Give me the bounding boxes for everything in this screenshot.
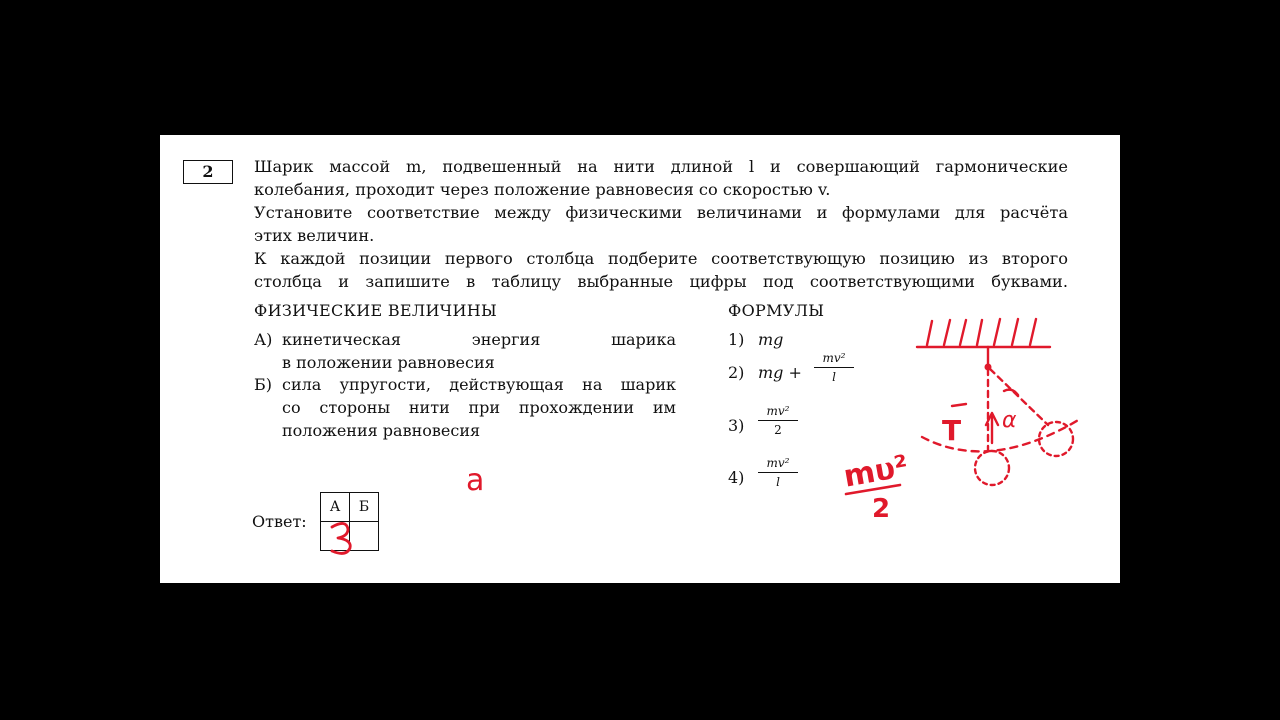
hatch-1 [927,321,932,345]
quantity-a-line-2: в положении равновесия [282,353,495,372]
task-line-1: Шарик массой m, подвешенный на нити длиной l и совершающий гармонические [254,157,1068,176]
thread-deflected [990,369,1048,425]
task-line-6: столбца и запишите в таблицу выбранные цифры под соответствующими буквами. [254,272,1068,291]
task-sheet [160,135,1120,583]
task-line-4: этих величин. [254,226,375,245]
handwritten-formula-numerator: mυ² [841,448,911,495]
formula-1-number: 1) [728,330,745,349]
pivot-dot [985,364,992,371]
vector-mark [952,404,966,406]
formula-2-numerator: mv² [822,351,846,365]
handwriting-layer [160,135,1120,583]
answer-header-a: А [321,493,350,522]
hatch-3 [960,320,966,345]
formula-2-number: 2) [728,363,745,382]
answer-label: Ответ: [252,512,307,531]
formula-3-numerator: mv² [766,404,790,418]
quantity-b-line-3: положения равновесия [282,421,481,440]
hatch-4 [977,320,982,345]
answer-header-b: Б [350,493,379,522]
quantities-header: ФИЗИЧЕСКИЕ ВЕЛИЧИНЫ [254,301,498,320]
tension-label: T [942,414,962,447]
formula-4-denominator: l [776,475,780,489]
hatch-7 [1030,319,1036,345]
angle-arc [1004,390,1018,395]
quantity-a-line-1: кинетическая энергия шарика [282,330,676,349]
answer-three-stroke [332,523,350,553]
handwritten-formula-denominator: 2 [872,494,891,524]
hatch-5 [994,319,1000,345]
quantity-b-line-2: со стороны нити при прохождении им [282,398,676,417]
hatch-2 [944,320,950,345]
formula-2-expr: mg + [758,363,802,382]
note-a: a [466,463,485,498]
formula-4-numerator: mv² [766,456,790,470]
quantity-b-line-1: сила упругости, действующая на шарик [282,375,676,394]
ball-deflected [1039,422,1073,456]
task-line-5: К каждой позиции первого столбца подберите соответствующую позицию из второго [254,249,1068,268]
formula-3-number: 3) [728,416,745,435]
formula-4-number: 4) [728,468,745,487]
task-line-3: Установите соответствие между физическими величинами и формулами для расчёта [254,203,1068,222]
quantity-b-label: Б) [254,375,272,394]
formula-1-expr: mg [758,330,784,349]
task-line-2: колебания, проходит через положение равновесия со скоростью v. [254,180,831,199]
formula-3-denominator: 2 [774,423,782,437]
ball-equilibrium [975,451,1009,485]
quantity-a-label: А) [254,330,273,349]
formulas-header: ФОРМУЛЫ [728,301,825,320]
hatch-6 [1012,319,1018,345]
formula-2-denominator: l [832,370,836,384]
angle-label: α [1002,408,1017,433]
task-number: 2 [183,160,233,184]
